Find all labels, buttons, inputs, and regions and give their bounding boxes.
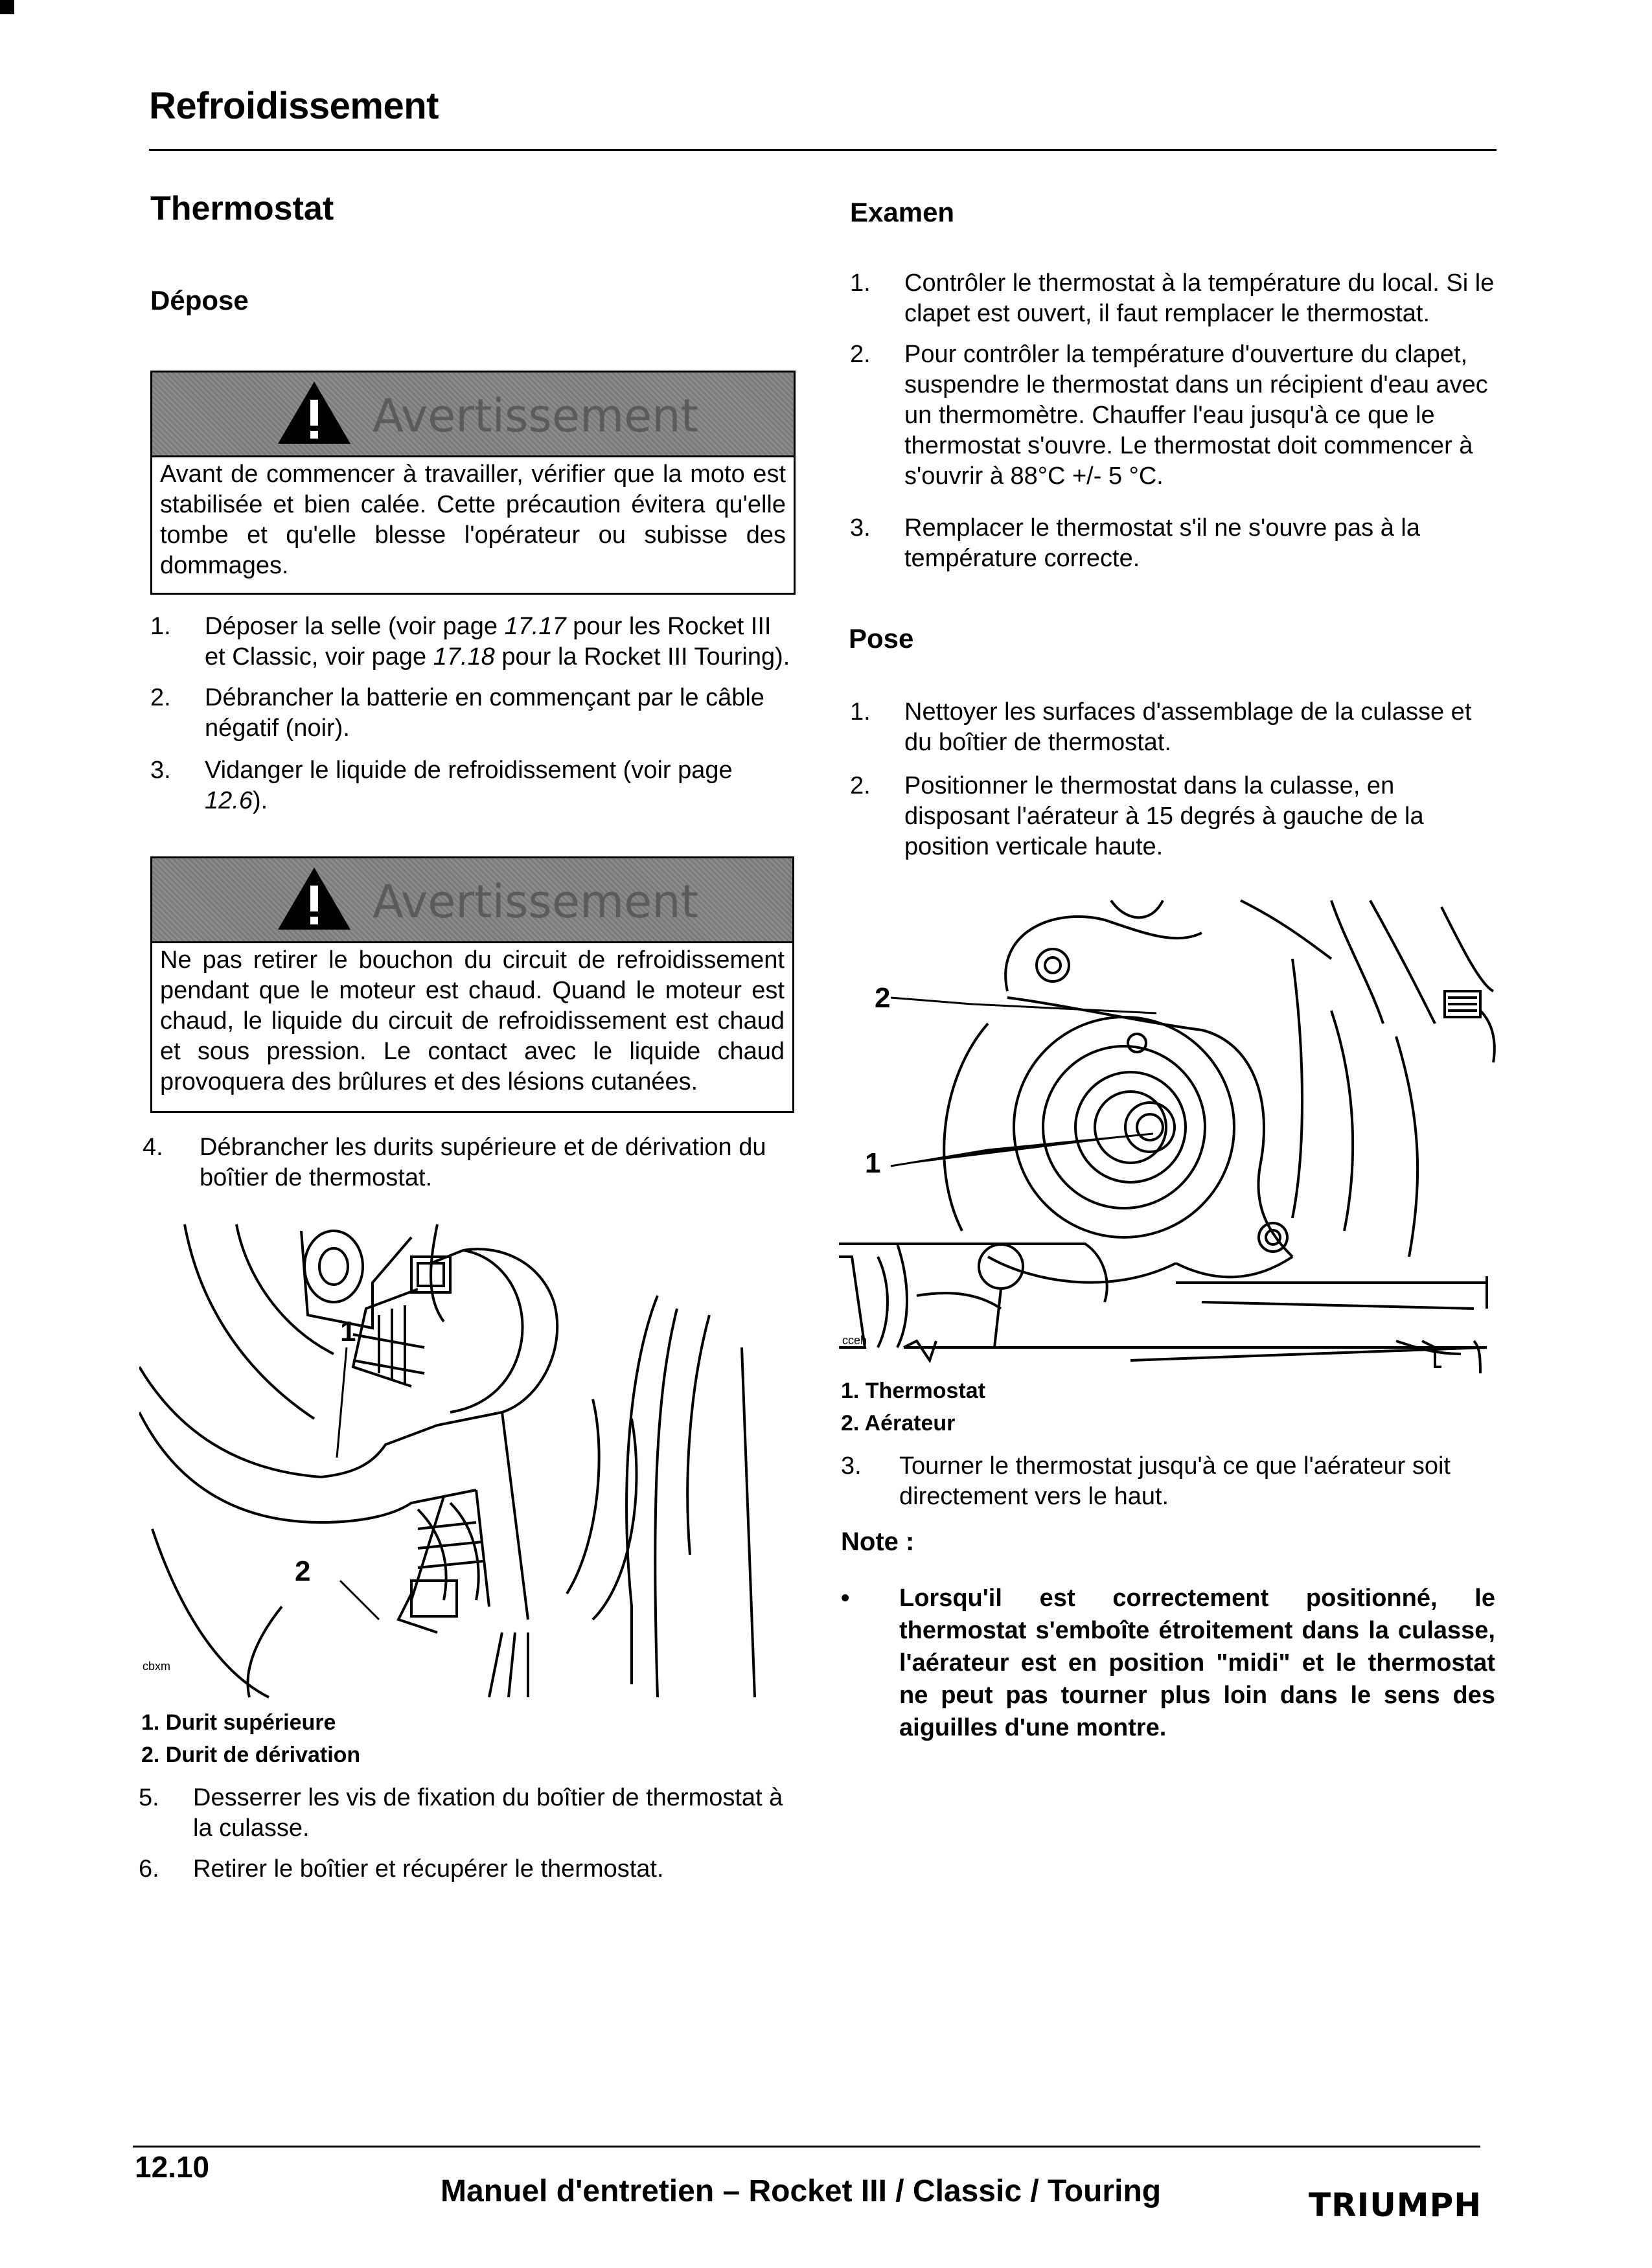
figure-code: cceh — [842, 1334, 867, 1347]
note-label: Note : — [841, 1528, 915, 1556]
warning-text: Avant de commencer à travailler, vérifier que la moto est stabilisée et bien calée. Cette précaution évitera qu'elle tombe et qu'elle blesse l'opérateur ou subisse des dommages. — [160, 461, 786, 579]
step-text: Débrancher les durits supérieure et de dérivation du boîtier de thermostat. — [200, 1134, 766, 1191]
warning-triangle-icon — [275, 865, 353, 933]
step-text: Pour contrôler la température d'ouverture du clapet, suspendre le thermostat dans un récipient d'eau avec un thermomètre. Chauffer l'eau jusqu'à ce que le thermostat s'ouvre. Le thermostat doit commencer à s'ouvrir à 88°C +/- 5 °C. — [904, 341, 1488, 490]
pose-title: Pose — [849, 623, 914, 654]
thermostat-illustration — [839, 894, 1500, 1373]
step-text-part: ). — [252, 787, 268, 814]
step-number: 3. — [150, 757, 171, 784]
step-text-part: Déposer la selle (voir page — [205, 613, 505, 640]
figure-callout: 1 — [340, 1316, 356, 1347]
hose-illustration — [139, 1218, 794, 1710]
manual-title: Manuel d'entretien – Rocket III / Classic / Touring — [441, 2174, 1162, 2208]
step-text-part: pour la Rocket III Touring). — [494, 643, 790, 670]
page-ref: 12.6 — [205, 787, 253, 814]
step-text: Nettoyer les surfaces d'assemblage de la culasse et du boîtier de thermostat. — [904, 698, 1472, 756]
step-number: 2. — [850, 772, 871, 799]
step-number: 5. — [139, 1784, 159, 1811]
step-number: 6. — [139, 1855, 159, 1883]
step-number: 1. — [850, 269, 871, 297]
step-number: 1. — [150, 613, 171, 640]
warning-header — [152, 372, 794, 457]
figure-callout: 1 — [865, 1147, 881, 1179]
warning-header — [152, 858, 792, 943]
warning-label: Avertissement — [373, 875, 699, 928]
step-text-part: pour les Rocket III et Classic, voir page — [205, 613, 772, 670]
section-title: Thermostat — [150, 190, 334, 227]
step-number: 2. — [850, 341, 871, 368]
warning-box-1 — [150, 371, 796, 595]
step-number: 3. — [841, 1452, 862, 1480]
step-text — [205, 612, 792, 672]
note-text: Lorsqu'il est correctement positionné, le thermostat s'emboîte étroitement dans la culasse, l'aérateur est en position "midi" et le thermostat ne peut pas tourner plus loin dans le sens des aiguilles d'une montre. — [899, 1585, 1495, 1741]
step-number: 3. — [850, 514, 871, 542]
figure-code: cbxm — [143, 1660, 171, 1673]
step-text: Débrancher la batterie en commençant par le câble négatif (noir). — [205, 684, 764, 742]
warning-box-2 — [150, 856, 794, 1113]
step-number: 1. — [850, 698, 871, 726]
footer-rule — [133, 2146, 1480, 2148]
warning-label: Avertissement — [373, 389, 699, 442]
figure-legend-2 — [841, 1375, 985, 1439]
triumph-logo: TRIUMPH — [1309, 2186, 1482, 2224]
page-ref: 17.18 — [433, 643, 495, 670]
step-text: Tourner le thermostat jusqu'à ce que l'aérateur soit directement vers le haut. — [899, 1452, 1451, 1510]
step-text: Remplacer le thermostat s'il ne s'ouvre pas à la température correcte. — [904, 514, 1420, 572]
step-text: Contrôler le thermostat à la température du local. Si le clapet est ouvert, il faut remplacer le thermostat. — [904, 269, 1495, 327]
step-number: 4. — [143, 1134, 163, 1161]
legend-item: 2. Aérateur — [841, 1411, 956, 1436]
examen-title: Examen — [850, 197, 955, 227]
chapter-title: Refroidissement — [149, 85, 439, 127]
scan-corner-mark — [0, 0, 14, 14]
subsection-depose: Dépose — [150, 285, 249, 315]
bullet: • — [841, 1585, 850, 1612]
warning-triangle-icon — [275, 379, 353, 447]
step-text: Positionner le thermostat dans la culasse, en disposant l'aérateur à 15 degrés à gauche de la position verticale haute. — [904, 772, 1424, 860]
step-text: Retirer le boîtier et récupérer le thermostat. — [193, 1855, 664, 1883]
legend-item: 2. Durit de dérivation — [141, 1743, 361, 1767]
figure-callout: 2 — [875, 982, 891, 1014]
step-text-part: Vidanger le liquide de refroidissement (voir page — [205, 757, 733, 784]
figure-callout: 2 — [295, 1555, 311, 1587]
header-rule — [149, 149, 1497, 151]
figure-legend-1 — [141, 1706, 360, 1771]
legend-item: 1. Durit supérieure — [141, 1710, 336, 1735]
legend-item: 1. Thermostat — [841, 1379, 985, 1403]
step-text: Desserrer les vis de fixation du boîtier de thermostat à la culasse. — [193, 1784, 783, 1842]
page-number: 12.10 — [135, 2150, 210, 2184]
warning-text: Ne pas retirer le bouchon du circuit de refroidissement pendant que le moteur est chaud. Quand le moteur est chaud, le liquide du circuit de refroidissement est chaud et sous pression. Le contact avec le liquide chaud provoquera des brûlures et des lésions cutanées. — [160, 946, 785, 1095]
step-number: 2. — [150, 684, 171, 711]
step-text — [205, 755, 792, 816]
page-ref: 17.17 — [504, 613, 566, 640]
